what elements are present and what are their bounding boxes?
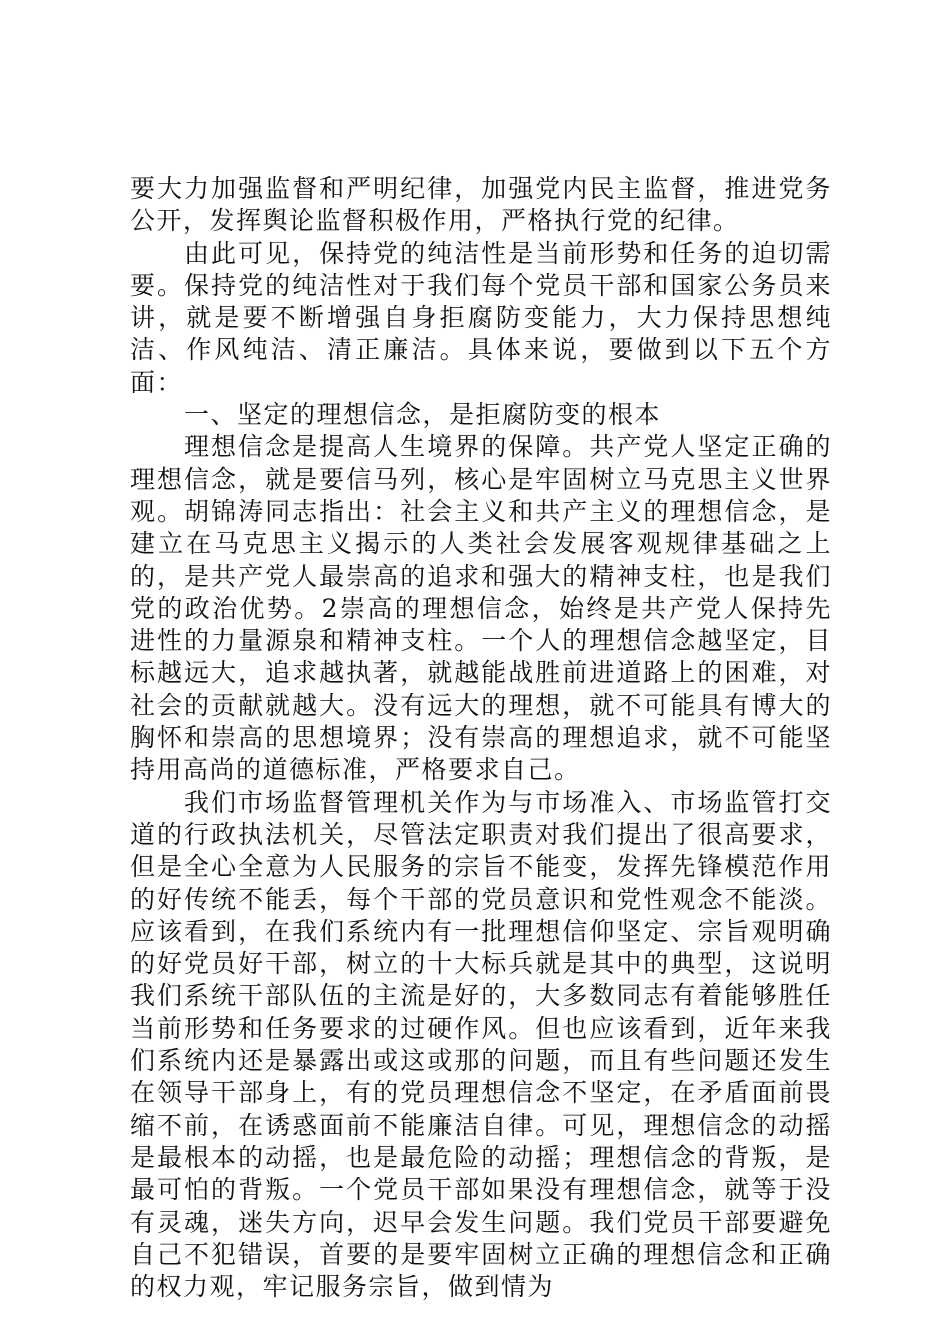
document-page xyxy=(130,173,832,1303)
paragraph-continuation: 要大力加强监督和严明纪律，加强党内民主监督，推进党务公开，发挥舆论监督积极作用，严格执行党的纪律。 xyxy=(130,174,832,236)
section-heading-ideals: 一、坚定的理想信念，是拒腐防变的根本 xyxy=(184,400,662,430)
paragraph-market-supervision: 我们市场监督管理机关作为与市场准入、市场监管打交道的行政执法机关，尽管法定职责对我们提出了很高要求，但是全心全意为人民服务的宗旨不能变，发挥先锋模范作用的好传统不能丢，每个干部的党员意识和党性观念不能淡。应该看到，在我们系统内有一批理想信仰坚定、宗旨观明确的好党员好干部，树立的十大标兵就是其中的典型，这说明我们系统干部队伍的主流是好的，大多数同志有着能够胜任当前形势和任务要求的过硬作风。但也应该看到，近年来我们系统内还是暴露出或这或那的问题，而且有些问题还发生在领导干部身上，有的党员理想信念不坚定，在矛盾面前畏缩不前，在诱惑面前不能廉洁自律。可见，理想信念的动摇是最根本的动摇，也是最危险的动摇；理想信念的背叛，是最可怕的背叛。一个党员干部如果没有理想信念，就等于没有灵魂，迷失方向，迟早会发生问题。我们党员干部要避免自己不犯错误，首要的是要牢固树立正确的理想信念和正确的权力观，牢记服务宗旨，做到情为 xyxy=(130,787,832,1302)
paragraph-ideals-beliefs: 理想信念是提高人生境界的保障。共产党人坚定正确的理想信念，就是要信马列，核心是牢固树立马克思主义世界观。胡锦涛同志指出：社会主义和共产主义的理想信念，是建立在马克思主义揭示的人类社会发展客观规律基础之上的，是共产党人最崇高的追求和强大的精神支柱，也是我们党的政治优势。2崇高的理想信念，始终是共产党人保持先进性的力量源泉和精神支柱。一个人的理想信念越坚定，目标越远大，追求越执著，就越能战胜前进道路上的困难，对社会的贡献就越大。没有远大的理想，就不可能具有博大的胸怀和崇高的思想境界；没有崇高的理想追求，就不可能坚持用高尚的道德标准，严格要求自己。 xyxy=(130,432,832,785)
paragraph-purity-requirement: 由此可见，保持党的纯洁性是当前形势和任务的迫切需要。保持党的纯洁性对于我们每个党员干部和国家公务员来讲，就是要不断增强自身拒腐防变能力，大力保持思想纯洁、作风纯洁、清正廉洁。具体来说，要做到以下五个方面： xyxy=(130,238,832,397)
